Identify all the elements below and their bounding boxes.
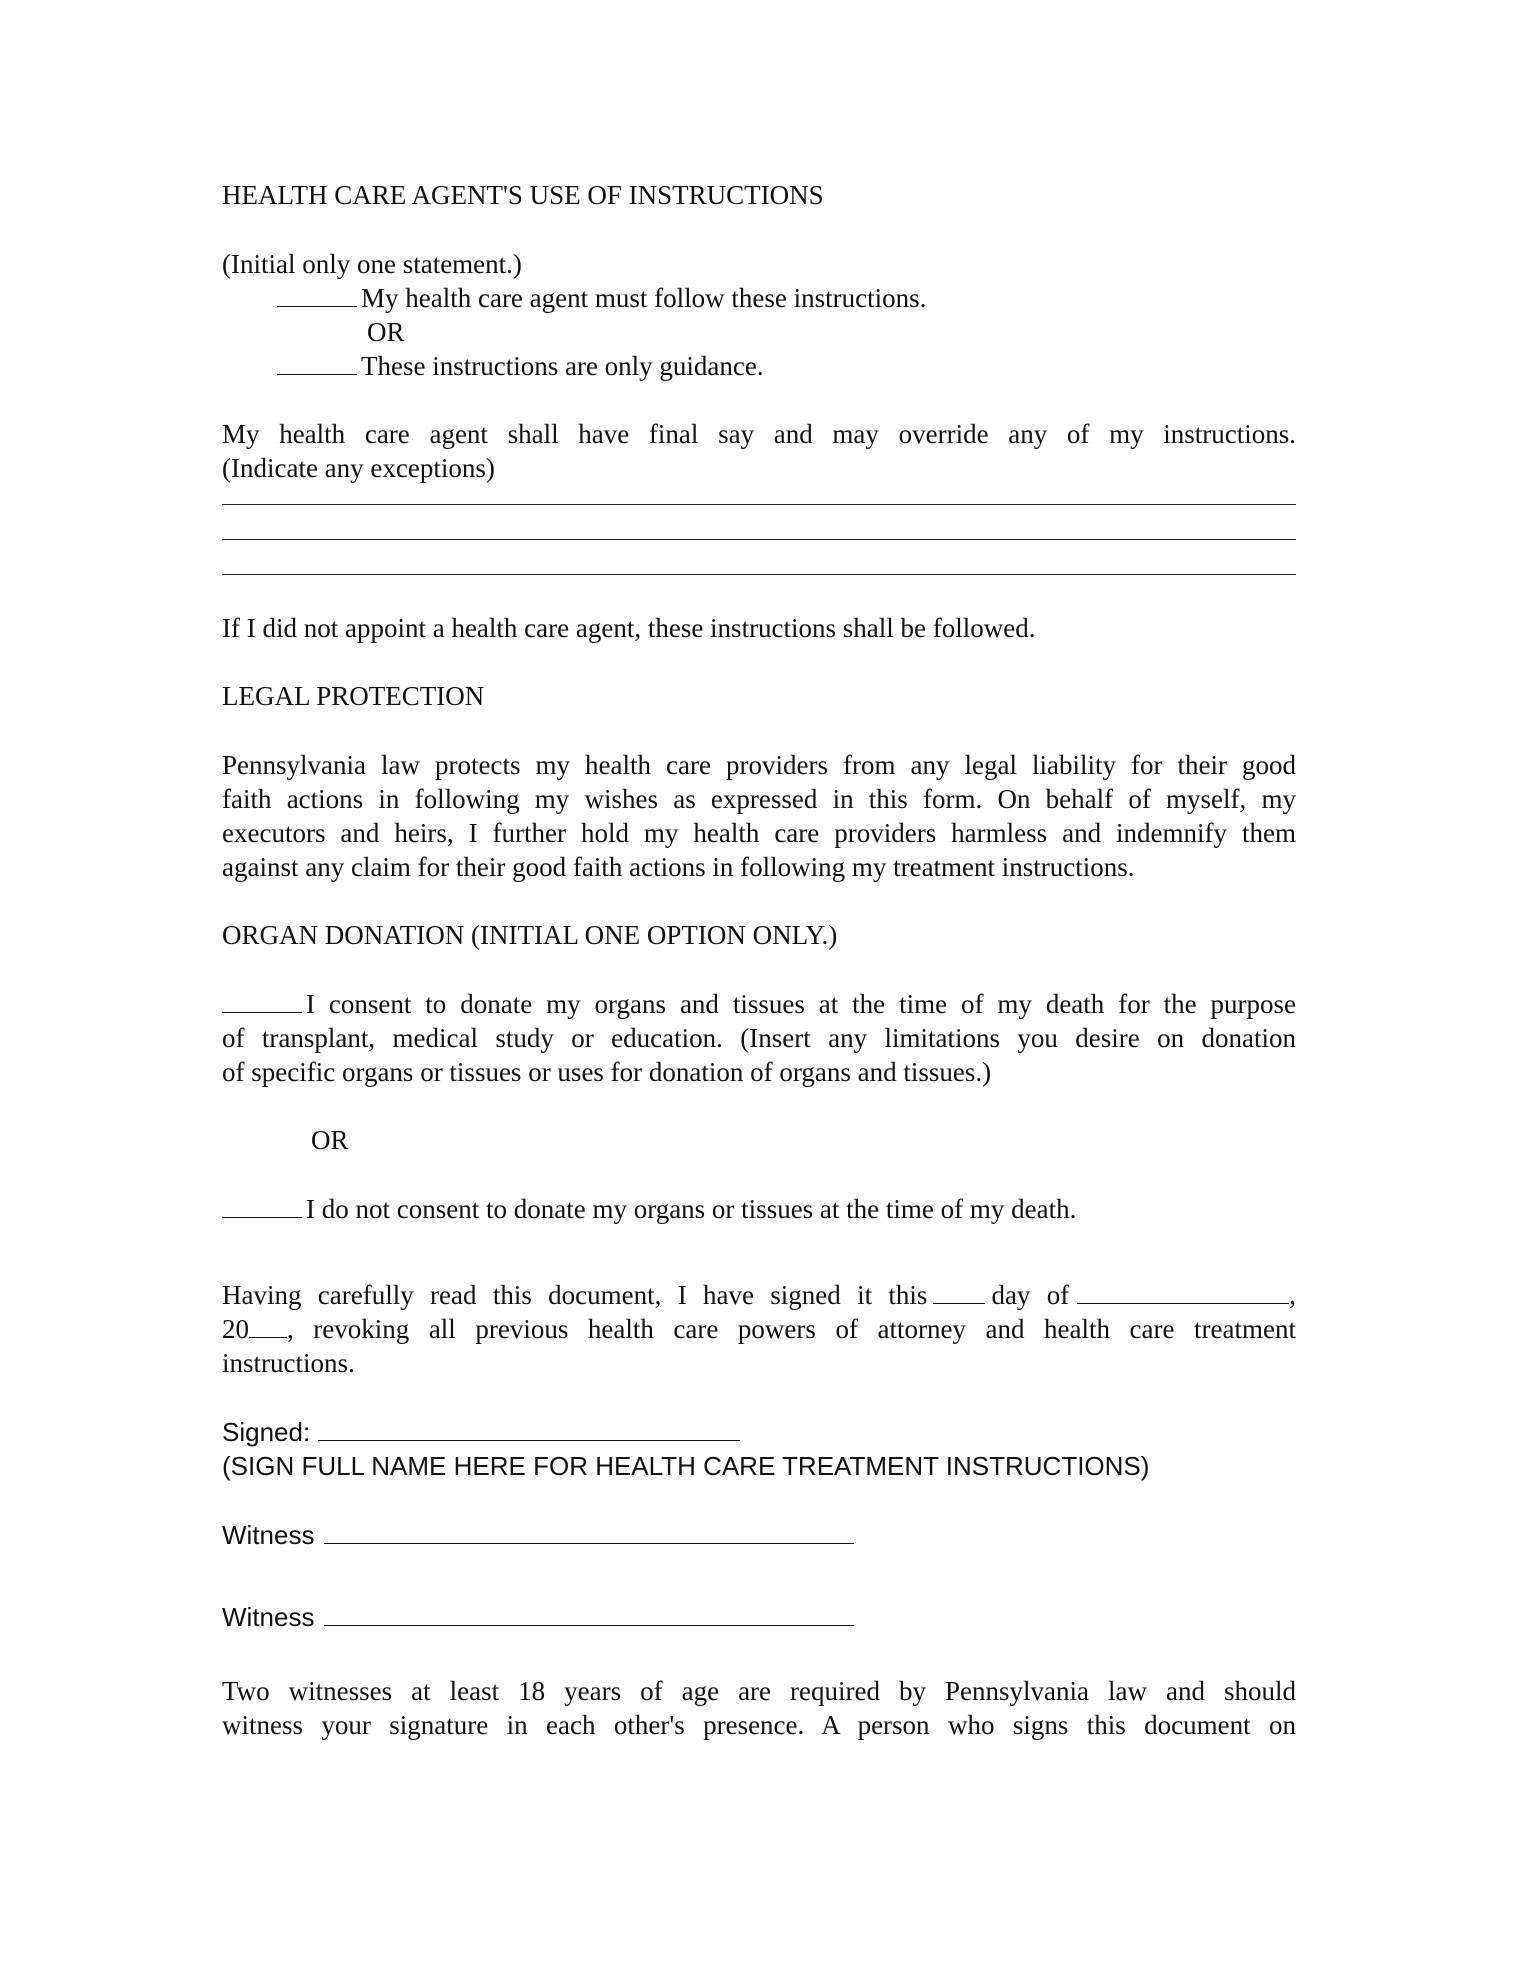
final-say-line-1: My health care agent shall have final say and may override any of my instructions. [222,419,1296,449]
initial-blank-organ-no-consent[interactable] [222,1193,302,1218]
legal-line-1: Pennsylvania law protects my health care providers from any legal liability for their good [222,750,1296,780]
witness-signature-line-1[interactable] [324,1519,854,1544]
legal-heading: LEGAL PROTECTION [222,681,485,711]
legal-line-4: against any claim for their good faith actions in following my treatment instructions. [222,852,1135,882]
organ-consent-line-1: I consent to donate my organs and tissues at the time of my death for the purpose [222,987,1296,1021]
witness-row-1: Witness [222,1518,1296,1552]
initial-blank-follow[interactable] [277,282,357,307]
day-blank[interactable] [933,1279,985,1304]
exceptions-line-1[interactable] [222,485,1296,505]
no-agent-text: If I did not appoint a health care agent, these instructions shall be followed. [222,613,1036,643]
exceptions-line-2[interactable] [222,505,1296,540]
witness-signature-line-2[interactable] [324,1601,854,1626]
year-blank[interactable] [249,1313,287,1338]
signed-row: Signed: [222,1415,1296,1449]
signature-line[interactable] [318,1416,740,1441]
signed-instruction: (SIGN FULL NAME HERE FOR HEALTH CARE TREATMENT INSTRUCTIONS) [222,1451,1150,1481]
organ-or: OR [311,1125,349,1155]
agent-use-option-2: These instructions are only guidance. [222,349,1296,383]
initial-blank-guidance[interactable] [277,350,357,375]
witness-note-line-2: witness your signature in each other's presence. A person who signs this document on [222,1710,1296,1740]
legal-line-3: executors and heirs, I further hold my health care providers harmless and indemnify them [222,818,1296,848]
month-blank[interactable] [1077,1279,1289,1304]
agent-use-or: OR [367,317,405,347]
organ-consent-line-3: of specific organs or tissues or uses for donation of organs and tissues.) [222,1057,992,1087]
exceptions-line-3[interactable] [222,540,1296,575]
document-page [222,178,1296,1742]
sign-date-line-3: instructions. [222,1348,355,1378]
sign-date-line-2: 20 , revoking all previous health care powers of attorney and health care treatment [222,1314,1296,1344]
witness-row-2: Witness [222,1600,1296,1634]
sign-date-line-1: Having carefully read this document, I have signed it this day of , [222,1280,1296,1310]
organ-consent-line-2: of transplant, medical study or education. (Insert any limitations you desire on donation [222,1023,1296,1053]
agent-use-instruction: (Initial only one statement.) [222,249,522,279]
agent-use-heading: HEALTH CARE AGENT'S USE OF INSTRUCTIONS [222,180,824,210]
organ-heading: ORGAN DONATION (INITIAL ONE OPTION ONLY.) [222,920,838,950]
witness-note-line-1: Two witnesses at least 18 years of age are required by Pennsylvania law and should [222,1676,1296,1706]
organ-no-consent: I do not consent to donate my organs or tissues at the time of my death. [222,1192,1296,1226]
agent-use-option-1: My health care agent must follow these instructions. [222,281,1296,315]
final-say-line-2: (Indicate any exceptions) [222,453,495,483]
initial-blank-organ-consent[interactable] [222,988,302,1013]
legal-line-2: faith actions in following my wishes as expressed in this form. On behalf of myself, my [222,784,1296,814]
